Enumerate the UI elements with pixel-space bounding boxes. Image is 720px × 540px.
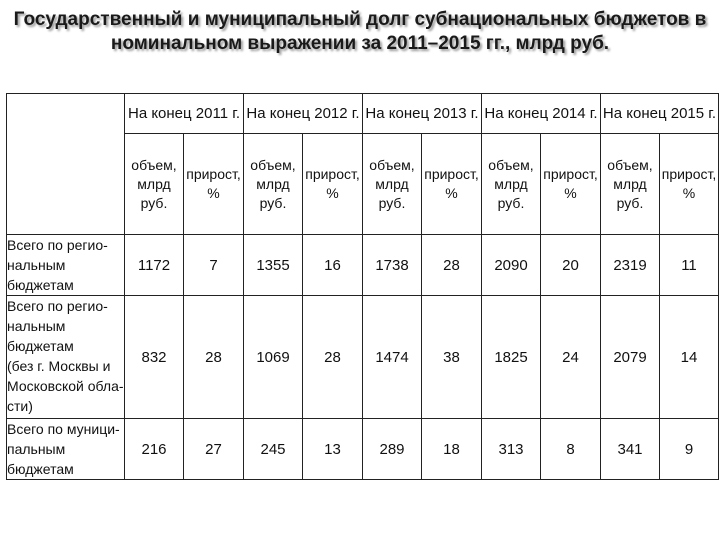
subheader-volume: объем, млрд руб. — [601, 134, 660, 235]
table-cell: 38 — [422, 296, 482, 419]
table-cell: 1474 — [363, 296, 422, 419]
subheader-volume: объем, млрд руб. — [482, 134, 541, 235]
table-cell: 1069 — [244, 296, 303, 419]
row-label-regional-excl-moscow: Всего по регио- нальным бюджетам (без г. Москвы и Московской обла- сти) — [7, 296, 125, 419]
subheader-growth: прирост, % — [541, 134, 601, 235]
header-row-years — [7, 94, 719, 134]
table-cell: 14 — [660, 296, 719, 419]
year-header-2013: На конец 2013 г. — [363, 94, 482, 134]
table-cell: 2079 — [601, 296, 660, 419]
table-cell: 1355 — [244, 235, 303, 296]
subheader-growth: прирост, % — [184, 134, 244, 235]
year-header-2012: На конец 2012 г. — [244, 94, 363, 134]
subheader-growth: прирост, % — [303, 134, 363, 235]
table-cell: 341 — [601, 419, 660, 480]
table-cell: 2090 — [482, 235, 541, 296]
table-cell: 289 — [363, 419, 422, 480]
table-row — [7, 419, 719, 480]
table-cell: 28 — [184, 296, 244, 419]
table-cell: 1825 — [482, 296, 541, 419]
subheader-volume: объем, млрд руб. — [244, 134, 303, 235]
table-cell: 11 — [660, 235, 719, 296]
table-cell: 8 — [541, 419, 601, 480]
table-cell: 832 — [125, 296, 184, 419]
table-row — [7, 235, 719, 296]
subheader-growth: прирост, % — [422, 134, 482, 235]
subheader-growth: прирост, % — [660, 134, 719, 235]
year-header-2011: На конец 2011 г. — [125, 94, 244, 134]
table-cell: 16 — [303, 235, 363, 296]
debt-table — [6, 93, 719, 480]
table-cell: 28 — [422, 235, 482, 296]
row-label-municipal: Всего по муници- пальным бюджетам — [7, 419, 125, 480]
table-cell: 18 — [422, 419, 482, 480]
table-cell: 27 — [184, 419, 244, 480]
year-header-2014: На конец 2014 г. — [482, 94, 601, 134]
table-cell: 13 — [303, 419, 363, 480]
year-header-2015: На конец 2015 г. — [601, 94, 719, 134]
title-line-1: Государственный и муниципальный долг субнациональных бюджетов в — [13, 9, 707, 30]
table-cell: 245 — [244, 419, 303, 480]
row-label-regional: Всего по регио- нальным бюджетам — [7, 235, 125, 296]
table-cell: 7 — [184, 235, 244, 296]
subheader-volume: объем, млрд руб. — [363, 134, 422, 235]
table-row — [7, 296, 719, 419]
table-cell: 313 — [482, 419, 541, 480]
table-cell: 2319 — [601, 235, 660, 296]
page-title — [0, 8, 720, 56]
table-cell: 24 — [541, 296, 601, 419]
subheader-volume: объем, млрд руб. — [125, 134, 184, 235]
table-cell: 1172 — [125, 235, 184, 296]
corner-cell — [7, 94, 125, 235]
table-cell: 216 — [125, 419, 184, 480]
table-cell: 1738 — [363, 235, 422, 296]
table-cell: 20 — [541, 235, 601, 296]
table-cell: 9 — [660, 419, 719, 480]
title-line-2: номинальном выражении за 2011–2015 гг., млрд руб. — [110, 33, 610, 54]
table-cell: 28 — [303, 296, 363, 419]
